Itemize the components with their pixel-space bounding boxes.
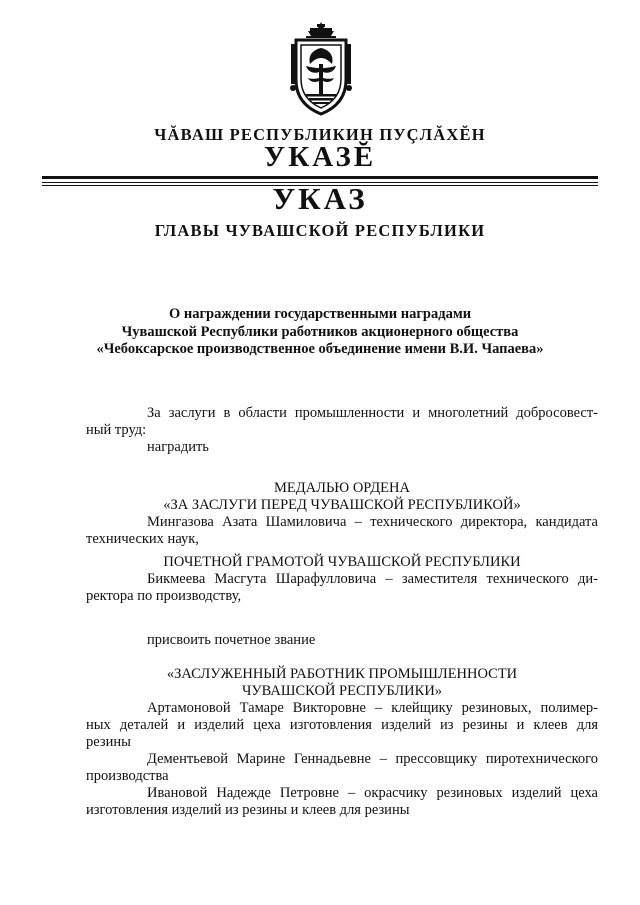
decree-title [80, 306, 560, 359]
medal-heading-2: «ЗА ЗАСЛУГИ ПЕРЕД ЧУВАШСКОЙ РЕСПУБЛИКОЙ» [163, 497, 521, 513]
gramota-section [86, 554, 598, 605]
decree-title-line-3: «Чебоксарское производственное объединение имени В.И. Чапаева» [96, 341, 544, 357]
zasluzhenny-heading-2: ЧУВАШСКОЙ РЕСПУБЛИКИ» [241, 683, 443, 699]
header-russian-line: ГЛАВЫ ЧУВАШСКОЙ РЕСПУБЛИКИ [154, 221, 486, 240]
recipient-3-line-1: Ивановой Надежде Петровне – окрасчику резиновых изделий цеха [147, 785, 598, 801]
preamble-paragraph [86, 405, 598, 456]
header-divider-thick [42, 176, 598, 179]
gramota-recipient-line-1: Бикмеева Масгута Шарафулловича – заместителя технического ди- [147, 571, 598, 587]
recipient-1-line-3: резины [86, 734, 131, 750]
prisvoit-paragraph [110, 632, 598, 649]
gramota-recipient-line-2: ректора по производству, [86, 588, 242, 604]
recipient-2-line-1: Дементьевой Марине Геннадьевне – прессовщику пиротехнического [147, 751, 598, 767]
prisvoit-text: присвоить почетное звание [147, 632, 316, 648]
medal-recipient-line-2: технических наук, [86, 531, 199, 547]
preamble-line-1: За заслуги в области промышленности и многолетний добросовест- [147, 405, 598, 421]
chuvash-coat-of-arms-icon [288, 22, 354, 118]
medal-section [86, 480, 598, 548]
header-russian-ukaz: УКАЗ [272, 181, 368, 216]
decree-title-line-2: Чувашской Республики работников акционерного общества [121, 323, 519, 340]
recipient-1-line-2: ных деталей и изделий цеха изготовления изделий из резины и клеев для [86, 717, 598, 733]
recipient-1-line-1: Артамоновой Тамаре Викторовне – клейщику резиновых, полимер- [147, 700, 598, 716]
recipient-3-line-2: изготовления изделий из резины и клеев для резины [86, 802, 410, 818]
medal-recipient-line-1: Мингазова Азата Шамиловича – технического директора, кандидата [147, 514, 598, 530]
zasluzhenny-section [86, 666, 598, 819]
zasluzhenny-heading-1: «ЗАСЛУЖЕННЫЙ РАБОТНИК ПРОМЫШЛЕННОСТИ [166, 666, 518, 682]
preamble-line-2: ный труд: [86, 422, 147, 438]
preamble-line-3: наградить [147, 439, 209, 455]
gramota-heading: ПОЧЕТНОЙ ГРАМОТОЙ ЧУВАШСКОЙ РЕСПУБЛИКИ [163, 554, 521, 570]
header-chuvash-line: ЧĂВАШ РЕСПУБЛИКИН ПУÇЛĂХĔН [154, 125, 486, 144]
medal-heading-1: МЕДАЛЬЮ ОРДЕНА [274, 480, 410, 496]
decree-title-line-1: О награждении государственными наградами [168, 306, 472, 322]
header-chuvash-ukaze: УКАЗĔ [263, 141, 377, 173]
recipient-2-line-2: производства [86, 768, 169, 784]
